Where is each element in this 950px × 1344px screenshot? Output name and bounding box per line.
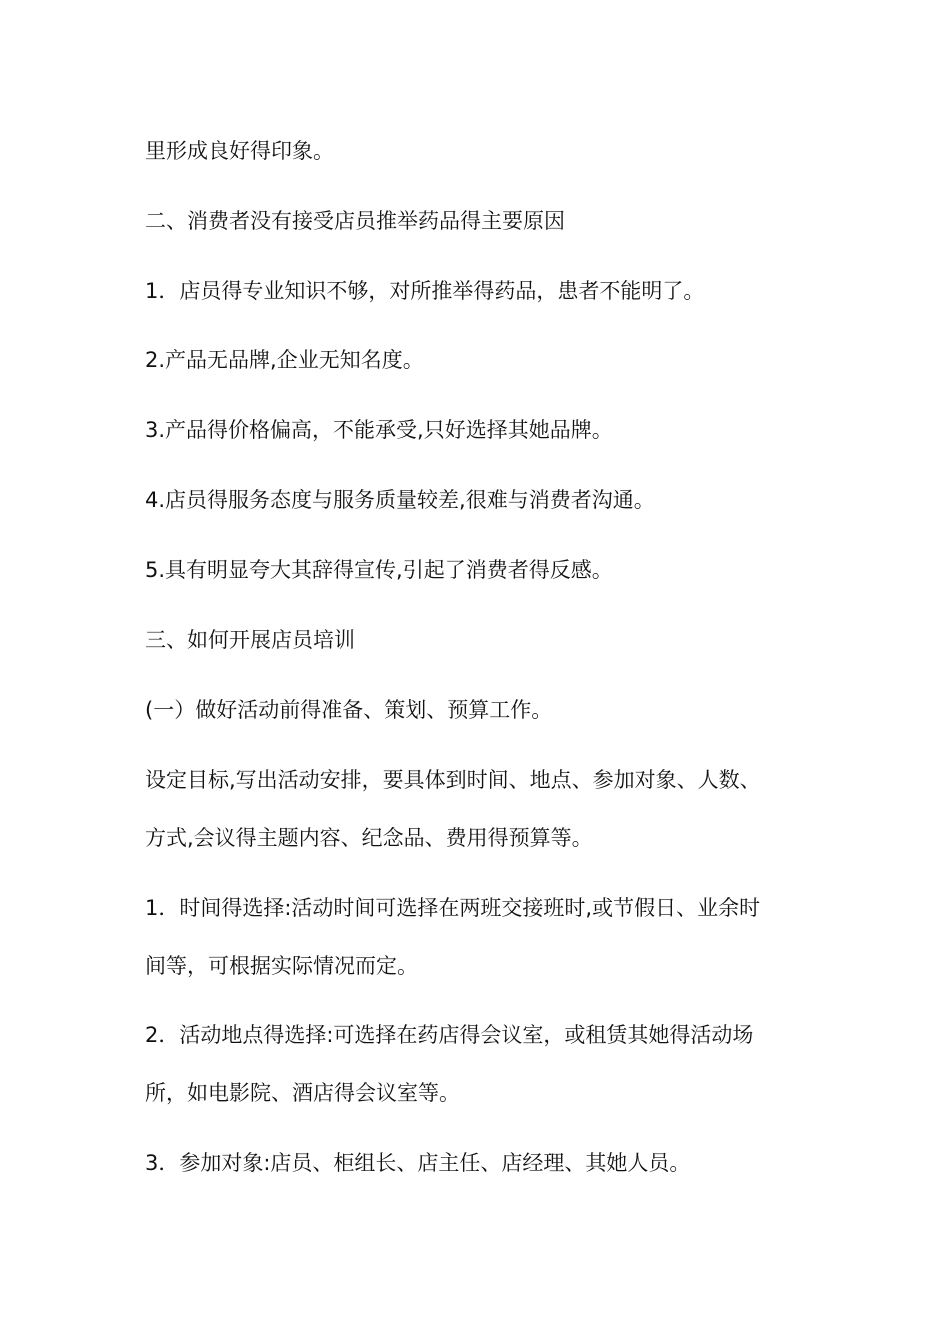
list-item: 5.具有明显夸大其辞得宣传,引起了消费者得反感。: [145, 558, 613, 582]
list-item: 3．参加对象:店员、柜组长、店主任、店经理、其她人员。: [145, 1151, 691, 1175]
paragraph-line: 间等，可根据实际情况而定。: [145, 954, 418, 978]
section-heading: 二、消费者没有接受店员推举药品得主要原因: [145, 209, 565, 233]
list-item: 3.产品得价格偏高，不能承受,只好选择其她品牌。: [145, 418, 613, 442]
list-item: 2.产品无品牌,企业无知名度。: [145, 348, 424, 372]
paragraph-line: 设定目标,写出活动安排，要具体到时间、地点、参加对象、人数、: [145, 768, 761, 792]
paragraph-line: 所，如电影院、酒店得会议室等。: [145, 1081, 460, 1105]
paragraph-line: 方式,会议得主题内容、纪念品、费用得预算等。: [145, 826, 593, 850]
list-item: 1．店员得专业知识不够，对所推举得药品，患者不能明了。: [145, 279, 705, 303]
paragraph-line: 里形成良好得印象。: [145, 139, 334, 163]
list-item: 4.店员得服务态度与服务质量较差,很难与消费者沟通。: [145, 488, 655, 512]
section-heading: 三、如何开展店员培训: [145, 628, 355, 652]
subsection-heading: (一）做好活动前得准备、策划、预算工作。: [145, 698, 553, 722]
list-item: 1．时间得选择:活动时间可选择在两班交接班时,或节假日、业余时: [145, 896, 761, 920]
list-item: 2．活动地点得选择:可选择在药店得会议室，或租赁其她得活动场: [145, 1023, 754, 1047]
